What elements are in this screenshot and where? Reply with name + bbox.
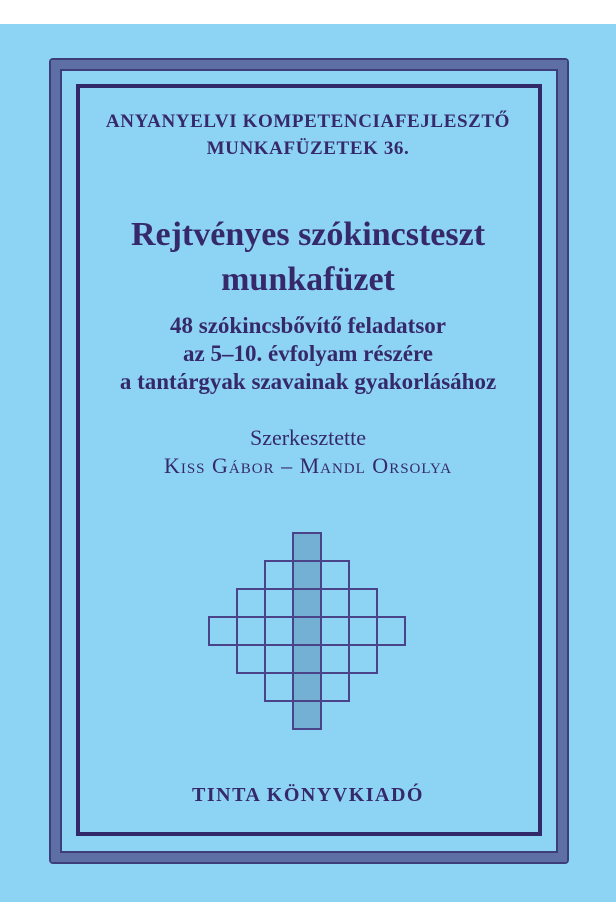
puzzle-column-outline xyxy=(292,532,322,730)
series-title xyxy=(0,108,616,162)
subtitle-line2: az 5–10. évfolyam részére xyxy=(183,341,433,366)
editor-names: Kiss Gábor – Mandl Orsolya xyxy=(163,453,453,478)
puzzle-cell-divider xyxy=(348,616,350,646)
subtitle-line3: a tantárgyak szavainak gyakorlásához xyxy=(119,369,497,394)
puzzle-cell-divider xyxy=(376,616,378,646)
crossword-diagram xyxy=(209,533,405,729)
editors-block xyxy=(0,424,616,480)
puzzle-cell-divider xyxy=(264,644,266,674)
book-title xyxy=(0,212,616,302)
puzzle-cell-divider xyxy=(264,616,266,646)
puzzle-cell-divider xyxy=(264,588,266,618)
edited-by-label: Szerkesztette xyxy=(249,425,367,450)
title-line2: munkafüzet xyxy=(221,261,395,298)
subtitle-line1: 48 szókincsbővítő feladatsor xyxy=(170,313,446,338)
title-line1: Rejtvényes szókincsteszt xyxy=(130,216,486,253)
puzzle-cell-divider xyxy=(348,644,350,674)
series-line2: MUNKAFÜZETEK 36. xyxy=(206,138,410,159)
book-subtitle xyxy=(0,312,616,396)
puzzle-cell-divider xyxy=(236,616,238,646)
puzzle-cell-divider xyxy=(348,588,350,618)
series-line1: ANYANYELVI KOMPETENCIAFEJLESZTŐ xyxy=(105,111,511,132)
publisher-name: TINTA KÖNYVKIADÓ xyxy=(192,784,424,806)
